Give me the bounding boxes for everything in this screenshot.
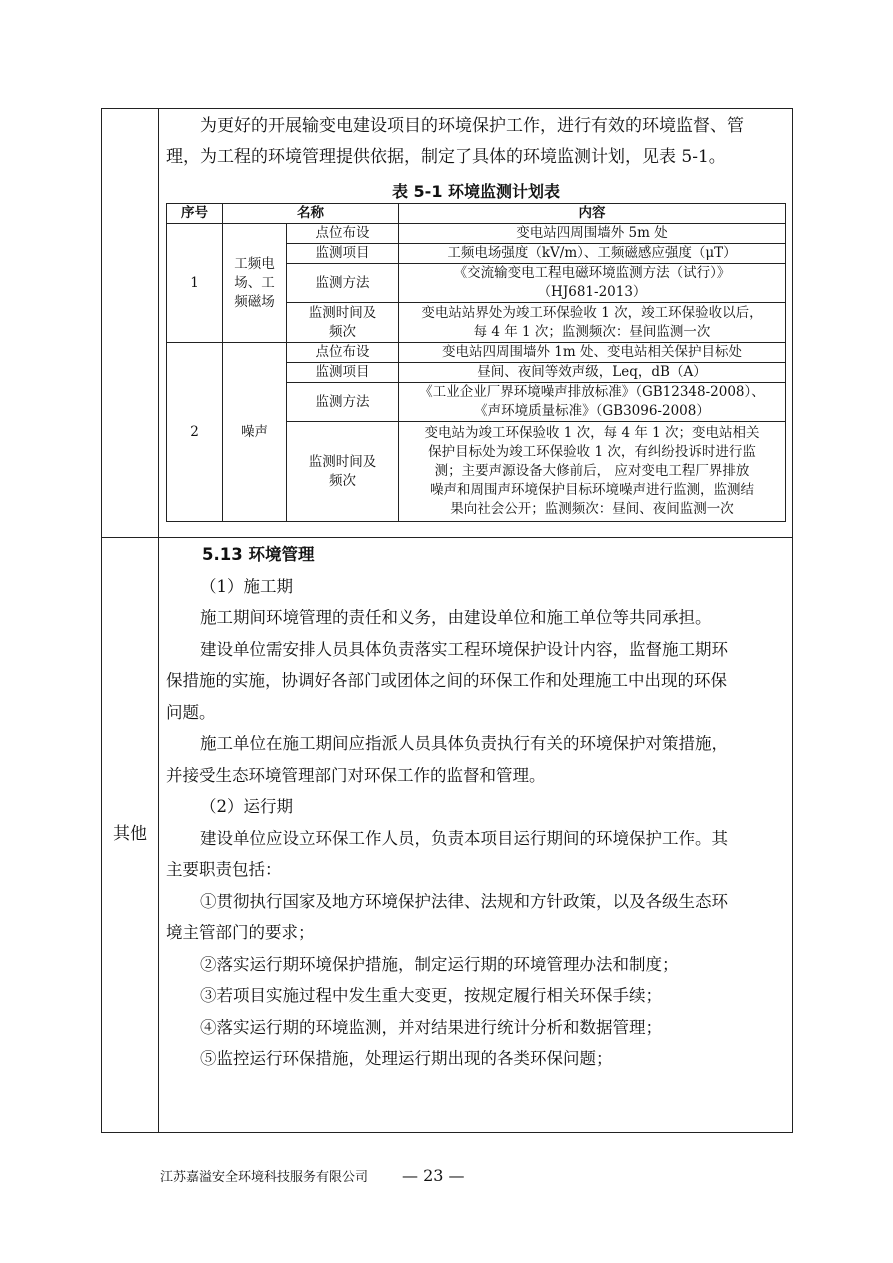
intro-line-2: 理，为工程的环境管理提供依据，制定了具体的环境监测计划，见表 5-1。 (166, 147, 726, 167)
content-line: 《工业企业厂界环境噪声排放标准》（GB12348-2008）、 (419, 384, 765, 400)
group1-no: 1 (167, 224, 223, 343)
content-line: 果向社会公开；监测频次：昼间、夜间监测一次 (450, 501, 734, 517)
page-number: — 23 — (402, 1166, 465, 1185)
table-cell-content: 工频电场强度（kV/m）、工频磁感应强度（μT） (399, 244, 786, 264)
content-line: 保护目标处为竣工环保验收 1 次，有纠纷投诉时进行监 (428, 444, 756, 460)
duty-item: ①贯彻执行国家及地方环境保护法律、法规和方针政策，以及各级生态环 (200, 891, 728, 911)
left-label-other: 其他 (113, 824, 147, 844)
table-row (167, 224, 786, 244)
item-line: 频次 (329, 472, 356, 489)
section-heading: 5.13 环境管理 (202, 545, 315, 564)
content-line: 测；主要声源设备大修前后， 应对变电工程厂界排放 (434, 463, 750, 479)
content-line: 《声环境质量标准》（GB3096-2008） (474, 403, 710, 419)
item-line: 频次 (329, 323, 356, 340)
paragraph-line: 建设单位应设立环保工作人员，负责本项目运行期间的环境保护工作。其 (200, 828, 728, 848)
content-line: 每 4 年 1 次；监测频次：昼间监测一次 (473, 323, 711, 340)
group1-category-line: 场、工 (234, 274, 275, 291)
content-line: （HJ681-2013） (537, 284, 647, 300)
duty-item: ②落实运行期环境保护措施，制定运行期的环境管理办法和制度； (200, 954, 679, 974)
intro-paragraph (166, 111, 786, 173)
content-line: 噪声和周围声环境保护目标环境噪声进行监测，监测结 (430, 482, 754, 498)
table-cell-item: 监测项目 (287, 244, 399, 264)
intro-line-1: 为更好的开展输变电建设项目的环境保护工作，进行有效的环境监督、管 (200, 116, 744, 136)
subheading-operation: （2）运行期 (200, 797, 293, 816)
group1-category-line: 频磁场 (234, 293, 275, 310)
table-cell-item: 监测方法 (287, 383, 399, 422)
row-divider (102, 537, 792, 538)
table-cell-content (399, 422, 786, 522)
duty-item: ⑤监控运行环保措施，处理运行期出现的各类环保问题； (200, 1049, 613, 1068)
duty-item: 境主管部门的要求； (166, 923, 315, 942)
table-header-row (167, 204, 786, 224)
environment-management-section (166, 539, 786, 1075)
group1-category (223, 224, 287, 343)
table-cell-content (399, 383, 786, 422)
monitoring-plan-table (166, 203, 786, 522)
header-content: 内容 (399, 204, 786, 224)
table-cell-item (287, 303, 399, 343)
paragraph-line: 主要职责包括： (166, 860, 282, 879)
paragraph-line: 问题。 (166, 702, 216, 722)
duty-item: ④落实运行期的环境监测，并对结果进行统计分析和数据管理； (200, 1017, 662, 1037)
content-line: 变电站站界处为竣工环保验收 1 次，竣工环保验收以后， (421, 304, 763, 321)
header-no: 序号 (167, 204, 223, 224)
paragraph-line: 建设单位需安排人员具体负责落实工程环境保护设计内容，监督施工期环 (200, 639, 728, 659)
paragraph: 施工期间环境管理的责任和义务，由建设单位和施工单位等共同承担。 (200, 608, 712, 627)
paragraph-line: 保措施的实施，协调好各部门或团体之间的环保工作和处理施工中出现的环保 (166, 671, 727, 690)
table-cell-item: 监测方法 (287, 264, 399, 303)
group2-no: 2 (167, 343, 223, 522)
table-cell-item: 点位布设 (287, 224, 399, 244)
table-row (167, 343, 786, 363)
report-frame (101, 108, 793, 1133)
item-line: 监测时间及 (308, 453, 377, 470)
footer-company: 江苏嘉溢安全环境科技服务有限公司 (160, 1170, 369, 1185)
table-cell-content: 昼间、夜间等效声级，Leq，dB（A） (399, 363, 786, 383)
group1-category-line: 工频电 (234, 255, 275, 272)
item-line: 监测时间及 (308, 304, 377, 321)
content-line: 《交流输变电工程电磁环境监测方法（试行）》 (453, 265, 731, 281)
duty-item: ③若项目实施过程中发生重大变更，按规定履行相关环保手续； (200, 986, 662, 1005)
column-divider (158, 109, 159, 1132)
subheading-construction: （1）施工期 (200, 576, 293, 596)
table-cell-item: 点位布设 (287, 343, 399, 363)
group2-category: 噪声 (223, 343, 287, 522)
content-line: 变电站为竣工环保验收 1 次，每 4 年 1 次；变电站相关 (424, 425, 760, 441)
table-cell-item: 监测项目 (287, 363, 399, 383)
table-cell-content: 变电站四周围墙外 1m 处、变电站相关保护目标处 (399, 343, 786, 363)
table-caption: 表 5-1 环境监测计划表 (391, 182, 561, 201)
table-cell-content (399, 264, 786, 303)
header-name: 名称 (223, 204, 399, 224)
paragraph-line: 并接受生态环境管理部门对环保工作的监督和管理。 (166, 765, 546, 785)
table-cell-item (287, 422, 399, 522)
table-cell-content: 变电站四周围墙外 5m 处 (399, 224, 786, 244)
table-cell-content (399, 303, 786, 343)
paragraph-line: 施工单位在施工期间应指派人员具体负责执行有关的环境保护对策措施， (200, 734, 728, 753)
